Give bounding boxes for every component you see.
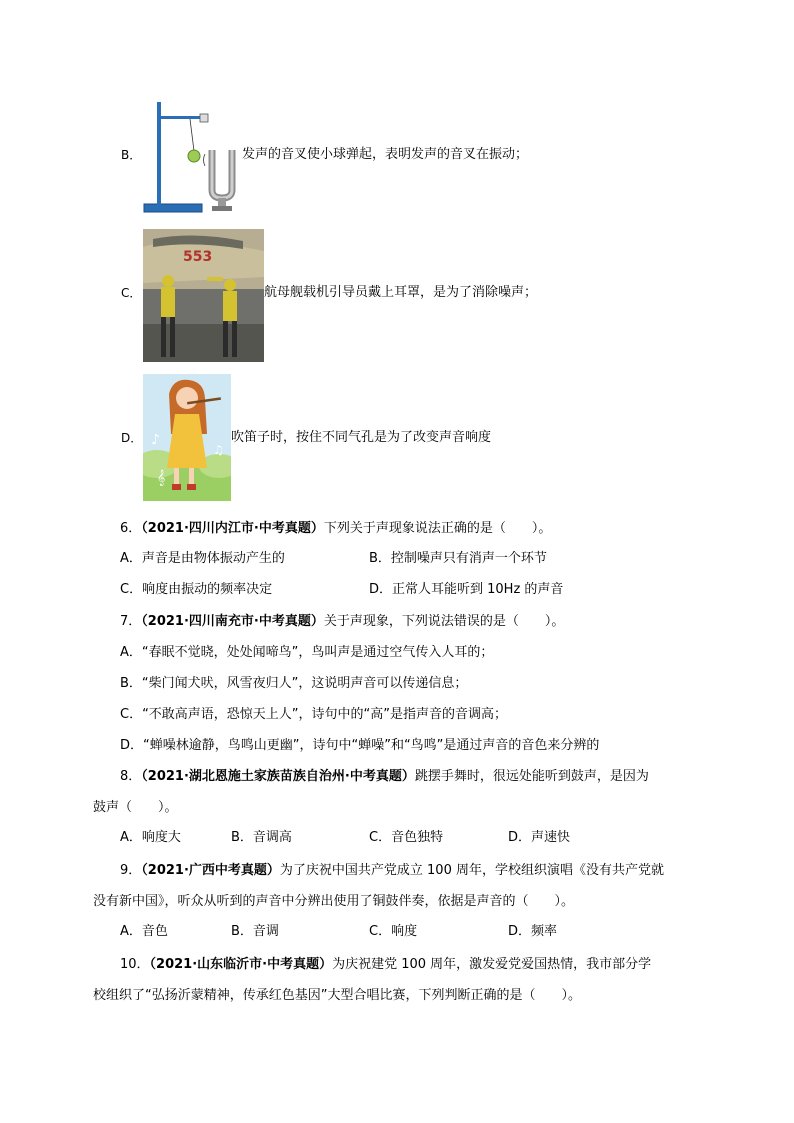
question-10-stem-line1: 为庆祝建党 100 周年，激发爱党爱国热情，我市部分学: [332, 957, 652, 972]
question-9: [93, 855, 703, 948]
question-6-stem-text: 下列关于声现象说法正确的是（ ）。: [323, 521, 552, 536]
question-9-option-b: B．音调: [231, 924, 279, 939]
option-d-text: 吹笛子时，按住不同气孔是为了改变声音响度: [231, 430, 492, 445]
question-6-number: 6．: [120, 521, 142, 536]
question-10: [93, 949, 703, 1011]
svg-text:♪: ♪: [151, 432, 160, 448]
question-9-option-d: D．频率: [508, 924, 558, 939]
question-8: [93, 761, 703, 854]
option-b-label: B．: [121, 148, 142, 162]
svg-text:𝄞: 𝄞: [157, 470, 166, 486]
question-9-source: （2021·广西中考真题）: [141, 863, 280, 878]
tuning-fork-figure: [142, 98, 242, 216]
question-8-stem-line2: 鼓声（ ）。: [93, 800, 178, 815]
question-10-stem-line2: 校组织了“弘扬沂蒙精神，传承红色基因”大型合唱比赛，下列判断正确的是（ ）。: [93, 988, 581, 1003]
question-6-option-b: B．控制噪声只有消声一个环节: [369, 551, 547, 566]
question-6-source: （2021·四川内江市·中考真题）: [141, 521, 324, 536]
flute-girl-illustration: [143, 374, 231, 501]
question-8-option-c: C．音色独特: [369, 830, 444, 845]
question-9-stem: [93, 855, 703, 886]
question-10-source: （2021·山东临沂市·中考真题）: [149, 957, 333, 972]
option-d-label: D．: [121, 431, 143, 445]
question-6-option-a: A．声音是由物体振动产生的: [120, 551, 285, 566]
question-9-option-a: A．音色: [120, 924, 168, 939]
question-8-stem-line1: 跳摆手舞时，很远处能听到鼓声，是因为: [414, 769, 649, 784]
question-6-option-c: C．响度由振动的频率决定: [120, 582, 273, 597]
question-7-option-a: A．“春眠不觉晓，处处闻啼鸟”，鸟叫声是通过空气传入人耳的；: [120, 645, 494, 660]
carrier-crew-photo: [143, 229, 264, 362]
question-7-stem: [93, 606, 703, 637]
question-8-number: 8．: [120, 769, 142, 784]
option-b-text: 发声的音叉使小球弹起，表明发声的音叉在振动；: [242, 147, 529, 162]
question-10-number: 10．: [120, 957, 150, 972]
question-8-option-d: D．声速快: [508, 830, 571, 845]
question-8-option-b: B．音调高: [231, 830, 292, 845]
question-8-stem: [93, 761, 703, 792]
question-10-stem: [93, 949, 703, 980]
option-c: [121, 284, 141, 302]
svg-text:♫: ♫: [213, 443, 224, 457]
plane-number: 553: [183, 249, 213, 265]
question-7-option-c: C．“不敢高声语，恐惊天上人”，诗句中的“高”是指声音的音调高；: [120, 707, 508, 722]
question-6-stem: [93, 513, 703, 544]
question-7: [93, 606, 703, 761]
question-8-source: （2021·湖北恩施土家族苗族自治州·中考真题）: [141, 769, 415, 784]
option-c-text: 航母舰载机引导员戴上耳罩，是为了消除噪声；: [264, 285, 538, 300]
question-8-option-a: A．响度大: [120, 830, 181, 845]
question-7-stem-text: 关于声现象，下列说法错误的是（ ）。: [323, 614, 565, 629]
question-9-option-c: C．响度: [369, 924, 418, 939]
option-c-label: C．: [121, 286, 142, 300]
question-7-option-b: B．“柴门闻犬吠，风雪夜归人”，这说明声音可以传递信息；: [120, 676, 468, 691]
question-7-option-d: D．“蝉噪林逾静，鸟鸣山更幽”，诗句中“蝉噪”和“鸟鸣”是通过声音的音色来分辨的: [120, 738, 600, 753]
option-b: [121, 146, 141, 164]
question-9-stem-line2: 没有新中国》，听众从听到的声音中分辨出使用了铜鼓伴奏，依据是声音的（ ）。: [93, 894, 575, 909]
question-7-number: 7．: [120, 614, 142, 629]
question-9-stem-line1: 为了庆祝中国共产党成立 100 周年，学校组织演唱《没有共产党就: [279, 863, 664, 878]
question-7-source: （2021·四川南充市·中考真题）: [141, 614, 324, 629]
option-d: [121, 429, 142, 447]
question-6: [93, 513, 703, 606]
question-9-number: 9．: [120, 863, 142, 878]
question-6-option-d: D．正常人耳能听到 10Hz 的声音: [369, 582, 564, 597]
